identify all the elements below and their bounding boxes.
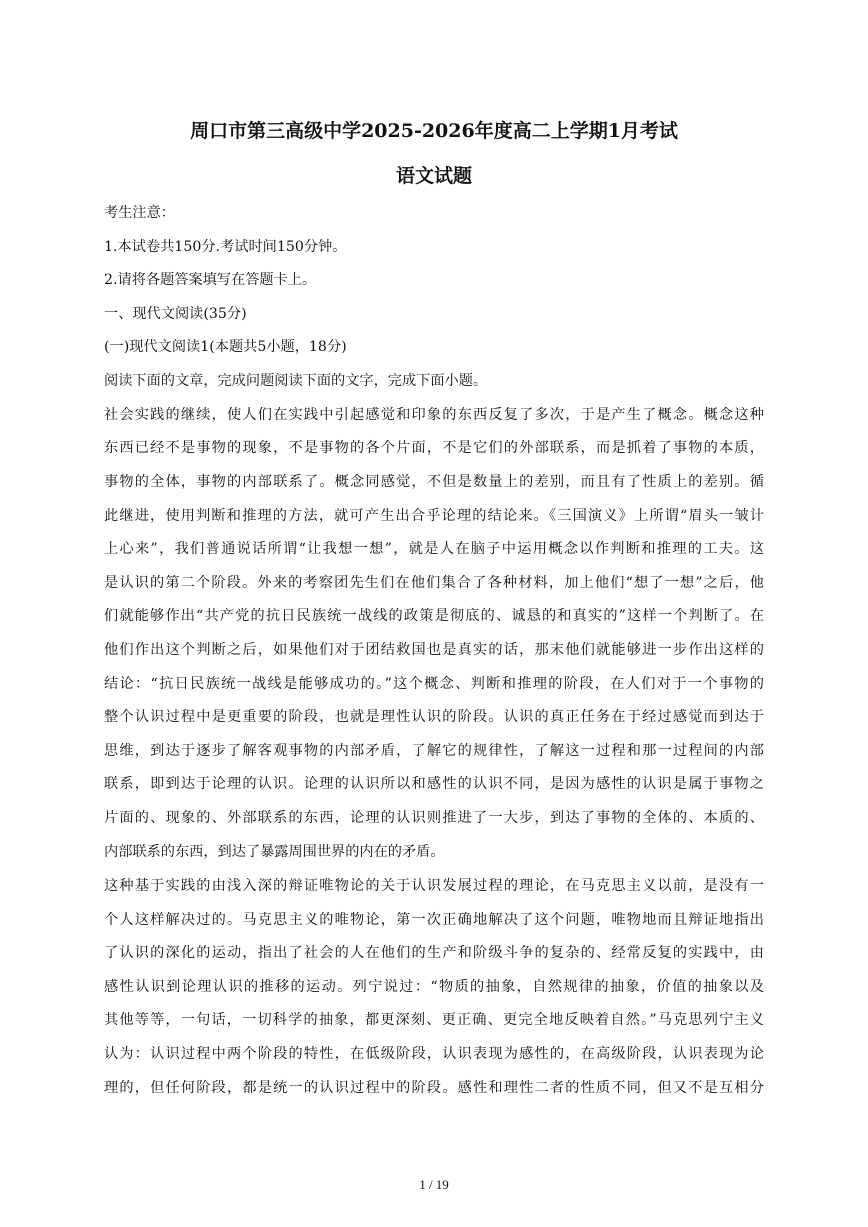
exam-title: 周口市第三高级中学2025-2026年度高二上学期1月考试 [190,120,678,142]
passage-line: 结论：“抗日民族统一战线是能够成功的。”这个概念、判断和推理的阶段，在人们对于一个事物的 [104,676,764,692]
passage-line: 此继进，使用判断和推理的方法，就可产生出合乎论理的结论来。《三国演义》上所谓“眉头一皱计 [104,508,764,524]
passage-line: 了认识的深化的运动，指出了社会的人在他们的生产和阶级斗争的复杂的、经常反复的实践中，由 [104,945,764,961]
passage-line: 社会实践的继续，使人们在实践中引起感觉和印象的东西反复了多次，于是产生了概念。概念这种 [104,407,764,423]
passage-line: 们就能够作出“共产党的抗日民族统一战线的政策是彻底的、诚恳的和真实的”这样一个判断了。在 [104,608,764,624]
passage-line: 片面的、现象的、外部联系的东西，论理的认识则推进了一大步，到达了事物的全体的、本质的、 [104,810,764,826]
passage-line: 整个认识过程中是更重要的阶段，也就是理性认识的阶段。认识的真正任务在于经过感觉而到达于 [104,709,764,725]
passage-line: 理的，但任何阶段，都是统一的认识过程中的阶段。感性和理性二者的性质不同，但又不是互相分 [104,1080,764,1096]
notes-heading: 考生注意： [104,205,175,221]
passage-line: 思维，到达于逐步了解客观事物的内部矛盾，了解它的规律性，了解这一过程和那一过程间的内部 [104,743,764,759]
passage-line: 这种基于实践的由浅入深的辩证唯物论的关于认识发展过程的理论，在马克思主义以前，是没有一 [104,878,764,894]
passage-line: 个人这样解决过的。马克思主义的唯物论，第一次正确地解决了这个问题，唯物地而且辩证地指出 [104,912,764,928]
passage-line: 联系，即到达于论理的认识。论理的认识所以和感性的认识不同，是因为感性的认识是属于事物之 [104,776,764,792]
passage-line: 其他等等，一句话，一切科学的抽象，都更深刻、更正确、更完全地反映着自然。”马克思列宁主义 [104,1012,764,1028]
passage-line: 东西已经不是事物的现象，不是事物的各个片面，不是它们的外部联系，而是抓着了事物的本质， [104,440,764,456]
note-item: 1.本试卷共150分.考试时间150分钟。 [104,239,347,255]
instruction-text: 阅读下面的文章，完成问题阅读下面的文字，完成下面小题。 [104,373,488,389]
passage-line: 上心来”，我们普通说话所谓“让我想一想”，就是人在脑子中运用概念以作判断和推理的工夫。这 [104,541,764,557]
note-item: 2.请将各题答案填写在答题卡上。 [104,272,317,288]
passage-line: 内部联系的东西，到达了暴露周围世界的内在的矛盾。 [104,844,445,860]
section-heading: 一、现代文阅读(35分) [104,306,247,322]
passage-line: 认为：认识过程中两个阶段的特性，在低级阶段，认识表现为感性的，在高级阶段，认识表现为论 [104,1046,764,1062]
section-subheading: (一)现代文阅读1(本题共5小题，18分) [104,339,347,355]
passage-line: 是认识的第二个阶段。外来的考察团先生们在他们集合了各种材料，加上他们“想了一想”之后，他 [104,575,764,591]
passage-line: 事物的全体，事物的内部联系了。概念同感觉，不但是数量上的差别，而且有了性质上的差别。循 [104,474,764,490]
passage-line: 感性认识到论理认识的推移的运动。列宁说过：“物质的抽象，自然规律的抽象，价值的抽象以及 [104,979,764,995]
page-number: 1 / 19 [419,1177,449,1192]
passage-line: 他们作出这个判断之后，如果他们对于团结救国也是真实的话，那末他们就能够进一步作出这样的 [104,642,764,658]
exam-subtitle: 语文试题 [395,165,472,187]
